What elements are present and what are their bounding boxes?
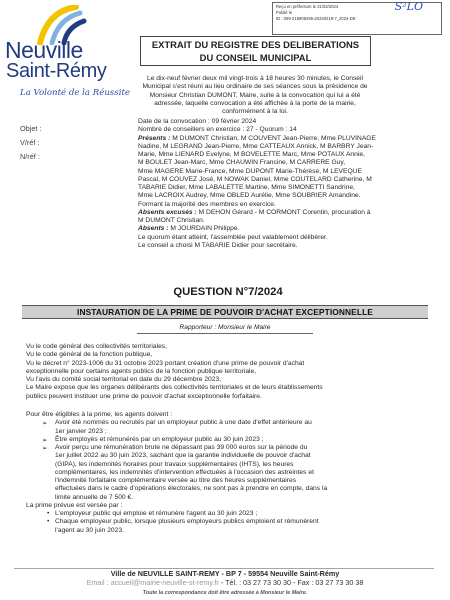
logo-name-line1: Neuville [5, 37, 83, 63]
presents-line: Mme MAGERE Marie-France, Mme DUPONT Marie-Thérèse, M LEVEQUE [138, 167, 362, 175]
reporter-line: Rapporteur : Monsieur le Maire [137, 323, 313, 334]
absents-line: Absents : M JOURDAIN Philippe. [138, 225, 240, 233]
visas-block [26, 343, 430, 401]
eligibility-list [42, 419, 430, 502]
footer-email-link[interactable]: accueil@mairie-neuville-st-remy.fr [110, 578, 219, 587]
payment-intro: La prime prévue est versée par : [26, 501, 123, 509]
intro-line: Le dix-neuf février deux mil vingt-trois à 18 heures 30 minutes, le Conseil [147, 75, 363, 82]
presents-line: Pascal, M COUVEZ José, M NOWAK Daniel, Mme COUTELARD Catherine, M [138, 175, 372, 183]
title-line2: DU CONSEIL MUNICIPAL [199, 52, 312, 63]
label-vref: V/réf : [20, 138, 40, 147]
eligibility-item: ➢ Avoir été nommés ou recrutés par un employeur public à une date d'effet antérieure au 1er janvier 2023 ; [42, 419, 430, 436]
quorum-line: Le quorum étant atteint, l'assemblée peut valablement délibérer. [138, 233, 328, 241]
presents-line: Formant la majorité des membres en exercice. [138, 200, 276, 208]
payment-item: • Chaque employeur public, lorsque plusieurs employeurs publics emploient et rémunèrent l'agent au 30 juin 2023. [42, 518, 430, 535]
presents-label: Présents : [138, 134, 171, 142]
presents-line: Présents : M DUMONT Christian, M COUVENT Jean-Pierre, Mme PLUVINAGE [138, 134, 376, 142]
stamp-line-received: Reçu en préfecture le 21/02/2024 [276, 4, 339, 9]
logo-motto: La Volonté de la Réussite [19, 88, 130, 98]
payment-item: • L'employeur public qui emploie et rémunère l'agent au 30 juin 2023 ; [42, 510, 430, 518]
stamp-line-id: ID : 059-215906285-20240219-7_2024-DE [276, 16, 356, 22]
footer-fax: - Fax : 03 27 73 30 38 [291, 578, 364, 587]
convocation-date: Date de la convocation : 09 février 2024 [138, 118, 257, 125]
visa-line: exceptionnelle pour certains agents publics de la fonction publique territoriale, [26, 367, 257, 375]
presents-line: Nadine, M LEGRAND Jean-Pierre, Mme CATTEAUX Annick, M BARBRY Jean- [138, 142, 374, 150]
attendance-block [138, 118, 428, 250]
question-subject-banner: INSTAURATION DE LA PRIME DE POUVOIR D'ACHAT EXCEPTIONNELLE [22, 305, 428, 319]
excuses-label: Absents excusés : [138, 208, 197, 216]
eligibility-block [26, 411, 430, 535]
excuses-line: M DUMONT Christian. [138, 217, 205, 224]
prefecture-stamp [272, 2, 442, 35]
visa-line: Vu l'avis du comité social territorial en date du 29 décembre 2023, [26, 376, 222, 383]
title-line1: EXTRAIT DU REGISTRE DES DELIBERATIONS [151, 39, 360, 50]
visa-line: Vu le décret n° 2023-1006 du 31 octobre 2023 portant création d'une prime de pouvoir d'achat [26, 359, 305, 367]
excuses-line: Absents excusés : M DEHON Gérard - M CORMONT Corentin, procuration à [138, 208, 371, 216]
city-logo [4, 5, 142, 115]
secretary-line: Le conseil a choisi M TABARIE Didier pour secrétaire. [138, 241, 298, 249]
footer-contacts [8, 578, 442, 587]
intro-paragraph [130, 75, 380, 116]
footer-phone: - Tél. : 03 27 73 30 30 [218, 578, 292, 587]
label-objet: Objet : [20, 124, 42, 133]
payment-list [42, 510, 430, 535]
footer-address: Ville de NEUVILLE SAINT-REMY - BP 7 - 59554 Neuville Saint-Rémy [110, 569, 340, 578]
logo-name-line2: Saint-Rémy [6, 60, 107, 82]
absents-label: Absents : [138, 225, 169, 233]
eligibility-intro: Pour être éligibles à la prime, les agents doivent : [26, 411, 173, 418]
intro-line: conformément à la loi. [222, 108, 288, 115]
intro-line: Municipal s'est réuni au lieu ordinaire de ses séances sous la présidence de [142, 83, 368, 91]
question-title: QUESTION N°7/2024 [173, 286, 283, 298]
eligibility-item: ➢ Avoir perçu une rémunération brute ne dépassant pas 39 000 euros sur la période du 1er juillet 2022 au 30 juin 2023, sachant que la garantie individuelle de pouvoir d'achat (GIPA), les indemnités horaires pour travaux supplémentaires (IHTS), les heures complémentaires, les indemnités d'intervention effectuées à l'occasion des astreintes et l'indemnité forfaitaire complémentaire versée au titre des heures supplémentaires effectuées dans le cadre d'opérations électorales, ne sont pas à prendre en compte, dans la limite annuelle de 7 500 €. [42, 444, 430, 502]
footer-note: Toute la correspondance doit être adressée à Monsieur le Maire. [142, 590, 308, 596]
presents-line: Mme LACROIX Audrey, Mme OBLED Aurélie, Mme SOUBRIER Amandine. [138, 192, 361, 200]
visa-line: Vu le code général de la fonction publique, [26, 351, 153, 359]
stamp-line-published: Publié le [276, 10, 293, 16]
presents-line: TABARIE Didier, Mme LABALETTE Martine, Mme SIMONETTI Sandrine, [138, 184, 355, 191]
visa-line: Vu le code général des collectivités territoriales, [26, 343, 168, 350]
presents-line: M BOULET Jean-Marc, Mme CHAUWIN Francine, M CARRERE Guy, [138, 159, 346, 167]
label-nref: N/réf : [20, 152, 40, 161]
visa-line: Le Maire expose que les organes délibérants des collectivités territoriales et de leurs établissements [26, 384, 323, 392]
intro-line: adressée, laquelle convocation a été affichée à la porte de la mairie, [154, 99, 356, 107]
visa-line: publics peuvent instituer une prime de pouvoir d'achat exceptionnelle forfaitaire. [26, 392, 262, 400]
registry-title [140, 36, 371, 66]
footer-email-label: Email : [86, 578, 111, 587]
eligibility-item: ➢ Être employés et rémunérés par un employeur public au 30 juin 2023 ; [42, 436, 430, 444]
intro-line: Monsieur Christian DUMONT, Maire, suite à la convocation qui lui a été [149, 91, 361, 99]
presents-line: Marie, Mme LIENARD Evelyne, M BOVELETTE Marc, Mme POTAUX Annie, [138, 151, 365, 158]
stamp-signature: S²LO [394, 0, 423, 13]
councillors-count: Nombre de conseillers en exercice : 27 - Quorum : 14 [138, 126, 297, 134]
